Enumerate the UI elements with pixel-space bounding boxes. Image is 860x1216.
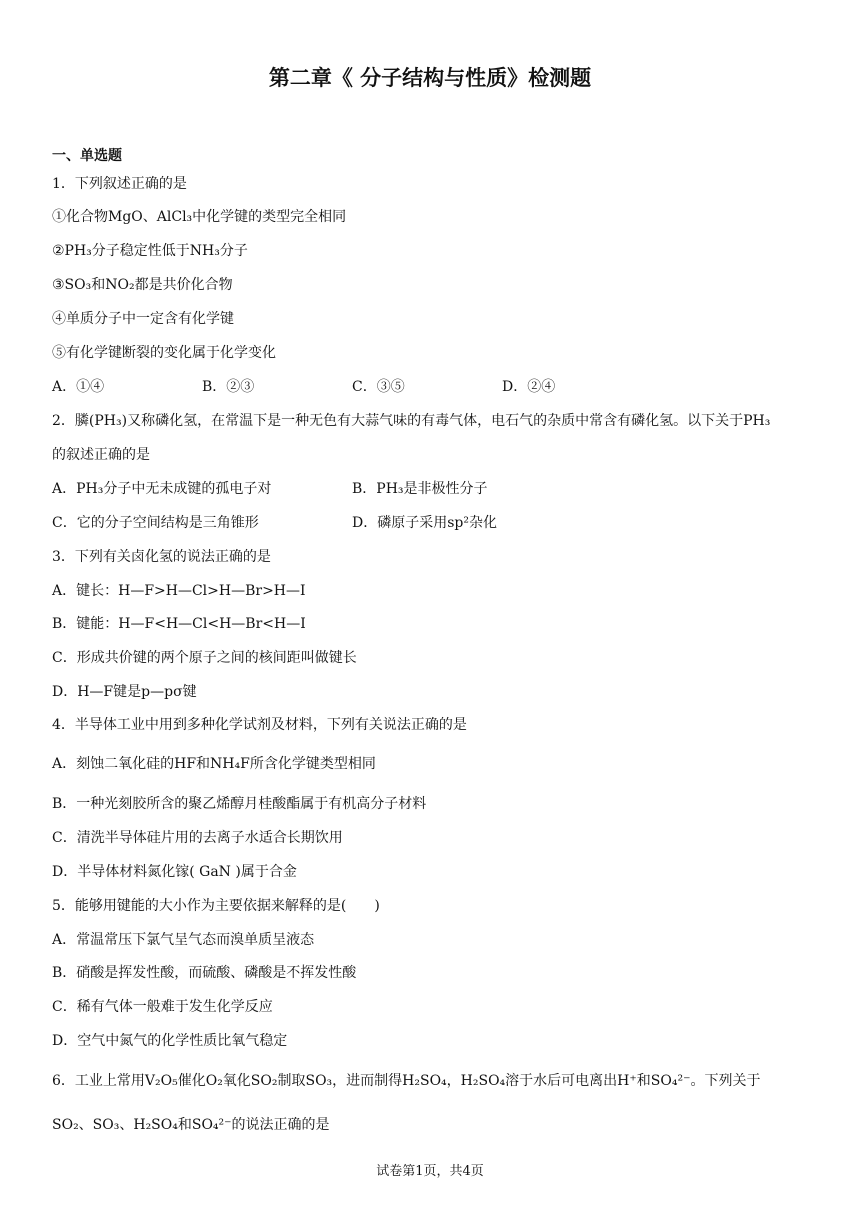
q5-option-a: A．常温常压下氯气呈气态而溴单质呈液态	[52, 932, 315, 948]
q4-option-b: B．一种光刻胶所含的聚乙烯醇月桂酸酯属于有机高分子材料	[52, 796, 427, 812]
q4-option-c: C．清洗半导体硅片用的去离子水适合长期饮用	[52, 830, 343, 846]
section-heading: 一、单选题	[52, 148, 122, 164]
q2-option-c: C．它的分子空间结构是三角锥形	[52, 515, 259, 531]
q1-option-c: C．③⑤	[352, 379, 405, 395]
q5-option-d: D．空气中氮气的化学性质比氧气稳定	[52, 1033, 288, 1049]
q2-option-a: A．PH₃分子中无未成键的孤电子对	[52, 481, 272, 497]
q3-option-c: C．形成共价键的两个原子之间的核间距叫做键长	[52, 650, 357, 666]
page-footer: 试卷第1页，共4页	[376, 1164, 484, 1179]
q1-item-4: ④单质分子中一定含有化学键	[52, 311, 234, 327]
q2-option-d: D．磷原子采用sp²杂化	[352, 515, 497, 531]
q5-option-c: C．稀有气体一般难于发生化学反应	[52, 999, 273, 1015]
question-6-stem-line1: 6．工业上常用V₂O₅催化O₂氧化SO₂制取SO₃，进而制得H₂SO₄，H₂SO₄溶于水后可电离出H⁺和SO₄²⁻。下列关于	[52, 1073, 761, 1089]
q4-option-a: A．刻蚀二氧化硅的HF和NH₄F所含化学键类型相同	[52, 756, 376, 772]
q5-option-b: B．硝酸是挥发性酸，而硫酸、磷酸是不挥发性酸	[52, 965, 357, 981]
q4-option-d: D．半导体材料氮化镓( GaN )属于合金	[52, 864, 297, 880]
question-2-stem-line1: 2．膦(PH₃)又称磷化氢，在常温下是一种无色有大蒜气味的有毒气体，电石气的杂质中常含有磷化氢。以下关于PH₃	[52, 413, 771, 429]
question-6-stem-line2: SO₂、SO₃、H₂SO₄和SO₄²⁻的说法正确的是	[52, 1117, 330, 1133]
q3-option-d: D．H—F键是p—pσ键	[52, 684, 197, 700]
page-title: 第二章《 分子结构与性质》检测题	[268, 66, 592, 90]
q3-option-b: B．键能：H—F<H—Cl<H—Br<H—I	[52, 616, 306, 632]
q3-option-a: A．键长：H—F>H—Cl>H—Br>H—I	[52, 583, 306, 599]
q1-item-1: ①化合物MgO、AlCl₃中化学键的类型完全相同	[52, 209, 347, 225]
q2-option-b: B．PH₃是非极性分子	[352, 481, 488, 497]
q1-option-d: D．②④	[502, 379, 556, 395]
question-4-stem: 4．半导体工业中用到多种化学试剂及材料，下列有关说法正确的是	[52, 717, 467, 733]
q1-option-b: B．②③	[202, 379, 255, 395]
question-2-stem-line2: 的叙述正确的是	[52, 447, 150, 463]
q1-item-3: ③SO₃和NO₂都是共价化合物	[52, 277, 233, 293]
q1-item-2: ②PH₃分子稳定性低于NH₃分子	[52, 243, 248, 259]
q1-item-5: ⑤有化学键断裂的变化属于化学变化	[52, 345, 276, 361]
question-1-stem: 1．下列叙述正确的是	[52, 176, 187, 192]
q1-option-a: A．①④	[52, 379, 105, 395]
question-5-stem: 5．能够用键能的大小作为主要依据来解释的是( )	[52, 898, 380, 914]
question-3-stem: 3．下列有关卤化氢的说法正确的是	[52, 549, 271, 565]
